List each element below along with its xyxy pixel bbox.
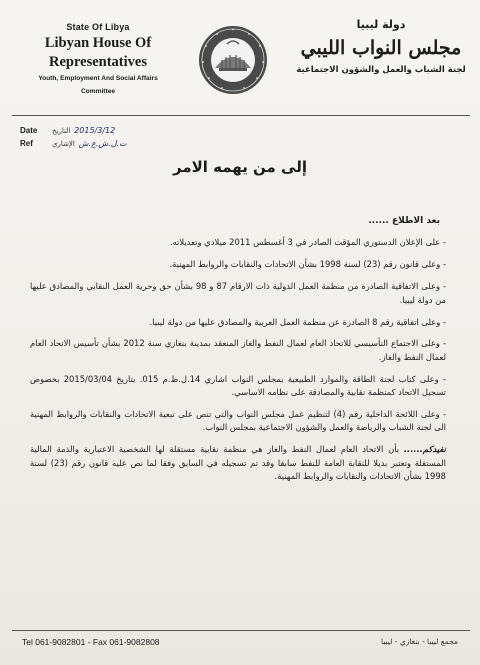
footer-contact: Tel 061-9082801 - Fax 061-9082808 [22,637,160,647]
footer-divider [12,630,470,631]
addressee-heading: إلى من يهمه الامر [172,158,308,176]
recital-paragraph: - وعلى الاجتماع التأسيسي للاتحاد العام لعمال النفط والغاز المنعقد بمدينة بنغازي سنة 2012 بشأن تأسيس الاتحاد العام لعمال النفط والغاز. [30,338,446,362]
recital-paragraph: - وعلى اتفاقية رقم 8 الصادرة عن منظمة العمل العربية والمصادق عليها من دولة ليبيا. [149,316,446,327]
footer-address: مجمع لبيبا - بنغازي - ليبيا [381,637,458,646]
conclusion-paragraph [30,443,446,483]
date-value: 2015/3/12 [74,126,116,135]
english-letterhead [18,22,178,96]
recital-paragraph: - وعلى قانون رقم (23) لسنة 1998 بشأن الاتحادات والنقابات والروابط المهنية. [169,259,446,270]
letter-body [30,215,446,492]
committee-name-en-line2: Committee [80,88,116,95]
intro-line: بعد الاطلاع ...... [368,216,440,226]
house-name-en-line1: Libyan House Of [44,35,152,51]
date-ref-block [20,124,127,150]
ref-row [20,137,127,150]
parliament-emblem-icon [197,24,269,96]
recital-paragraph: - على الإعلان الدستوري المؤقت الصادر في 3 أغسطس 2011 ميلادي وتعديلاته. [169,237,446,248]
ref-label: Ref [20,139,33,148]
state-name-en: State Of Libya [66,22,130,32]
header-divider [12,115,470,116]
recital-paragraph: - وعلى الاتفاقية الصادرة من منظمة العمل الدولية ذات الارقام 87 و 98 بشأن حق وحرية العمل النقابي والمصادق عليها من دولة ليبيا. [30,281,446,305]
recital-paragraph: - وعلى كتاب لجنة الطاقة والموارد الطبيعية بمجلس النواب اشاري 14.ل.ط.م 015. بتاريخ 2015/03/04 بخصوص تسجيل الاتحاد كمنظمة نقابية والمصادقة على نظامه الاساسي. [30,373,446,398]
recital-paragraph: - وعلى اللائحة الداخلية رقم (4) لتنظيم عمل مجلس النواب والتي تنص على تبعية الاتحادات والنقابات والروابط المهنية الى لجنة الشباب والرياضة والعمل والشؤون الاجتماعية بمجلس النواب. [30,409,446,433]
ref-value: ت.ل.ش.ع.ش [78,139,127,148]
house-name-en-line2: Representatives [49,54,147,70]
date-row [20,124,127,137]
house-name-ar: مجلس النواب الليبي [300,37,462,59]
date-label-ar: التاريخ [52,126,71,135]
committee-name-ar: لجنة الشباب والعمل والشؤون الاجتماعية [296,65,466,75]
conclusion-text: بأن الاتحاد العام لعمال النفط والغاز هي منظمة نقابية مستقلة لها الشخصية الاعتبارية والذمة المالية المستقلة وتعتبر بديلا للنقابة العامة للنفط سابقا وقد تم تسجيله في السابق وفقا لما نص عليه قانون رقم (23) لسنة 1998 بشأن الاتحادات والنقابات والروابط المهنية. [30,444,446,482]
conclusion-lead: نفيدكم...... [403,444,446,455]
date-label: Date [20,126,38,135]
arabic-letterhead [296,18,466,75]
state-name-ar: دولة ليبيا [356,18,406,31]
committee-name-en-line1: Youth, Employment And Social Affairs [38,75,158,82]
ref-label-ar: الإشاري [52,139,75,148]
